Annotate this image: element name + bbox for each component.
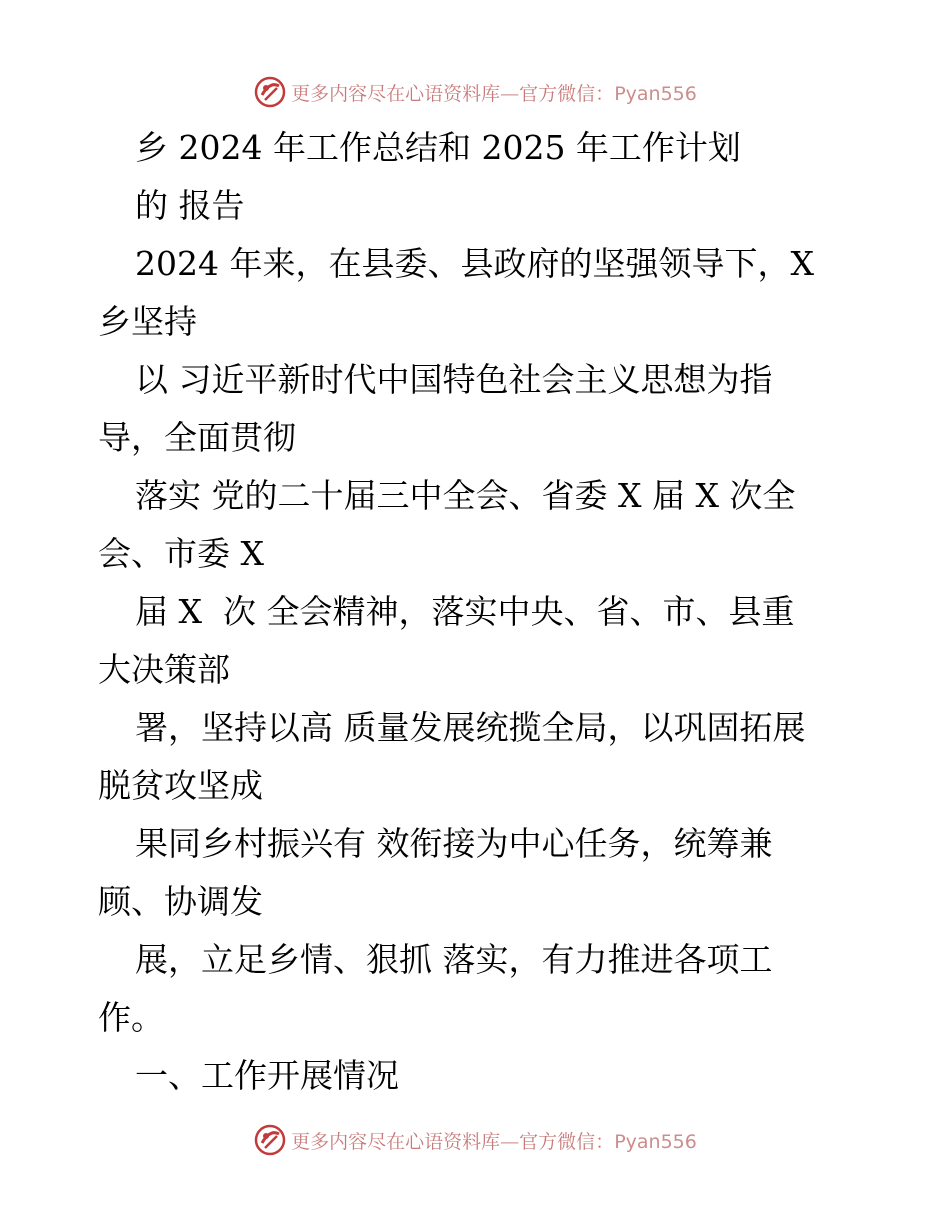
doc-text-line: 乡坚持 bbox=[98, 302, 197, 341]
watermark-wechat-label: 官方微信： bbox=[519, 1130, 615, 1153]
doc-text-line: 落实 党的二十届三中全会、省委 X 届 X 次全 bbox=[135, 476, 796, 515]
doc-text-line: 导，全面贯彻 bbox=[98, 418, 296, 457]
watermark-wechat-id: Pyan556 bbox=[614, 1130, 697, 1153]
doc-text-line: 会、市委 X bbox=[98, 534, 264, 573]
doc-text-line: 署，坚持以高 质量发展统揽全局，以巩固拓展 bbox=[135, 708, 806, 747]
doc-text-line: 顾、协调发 bbox=[98, 882, 263, 921]
doc-text-line: 果同乡村振兴有 效衔接为中心任务，统筹兼 bbox=[135, 824, 773, 863]
section-heading: 一、工作开展情况 bbox=[135, 1056, 399, 1095]
watermark-wechat-id: Pyan556 bbox=[614, 82, 697, 105]
doc-title-line-1: 乡 2024 年工作总结和 2025 年工作计划 bbox=[135, 128, 741, 167]
doc-text-line: 大决策部 bbox=[98, 650, 230, 689]
watermark-site-text: 更多内容尽在心语资料库 bbox=[291, 82, 501, 105]
logo-icon bbox=[253, 1123, 287, 1157]
doc-text-line: 脱贫攻坚成 bbox=[98, 766, 263, 805]
doc-text-line: 2024 年来，在县委、县政府的坚强领导下，X bbox=[135, 244, 814, 283]
watermark-wechat-label: 官方微信： bbox=[519, 82, 615, 105]
watermark-banner-bottom bbox=[0, 1120, 950, 1160]
doc-text-line: 届 X 次 全会精神，落实中央、省、市、县重 bbox=[135, 592, 795, 631]
doc-title-line-2: 的 报告 bbox=[135, 186, 245, 225]
watermark-site-text: 更多内容尽在心语资料库 bbox=[291, 1130, 501, 1153]
doc-text-line: 展，立足乡情、狠抓 落实，有力推进各项工 bbox=[135, 940, 773, 979]
doc-text-line: 作。 bbox=[98, 998, 164, 1037]
watermark-separator: — bbox=[500, 1130, 520, 1153]
watermark-separator: — bbox=[500, 82, 520, 105]
doc-text-line: 以 习近平新时代中国特色社会主义思想为指 bbox=[135, 360, 773, 399]
